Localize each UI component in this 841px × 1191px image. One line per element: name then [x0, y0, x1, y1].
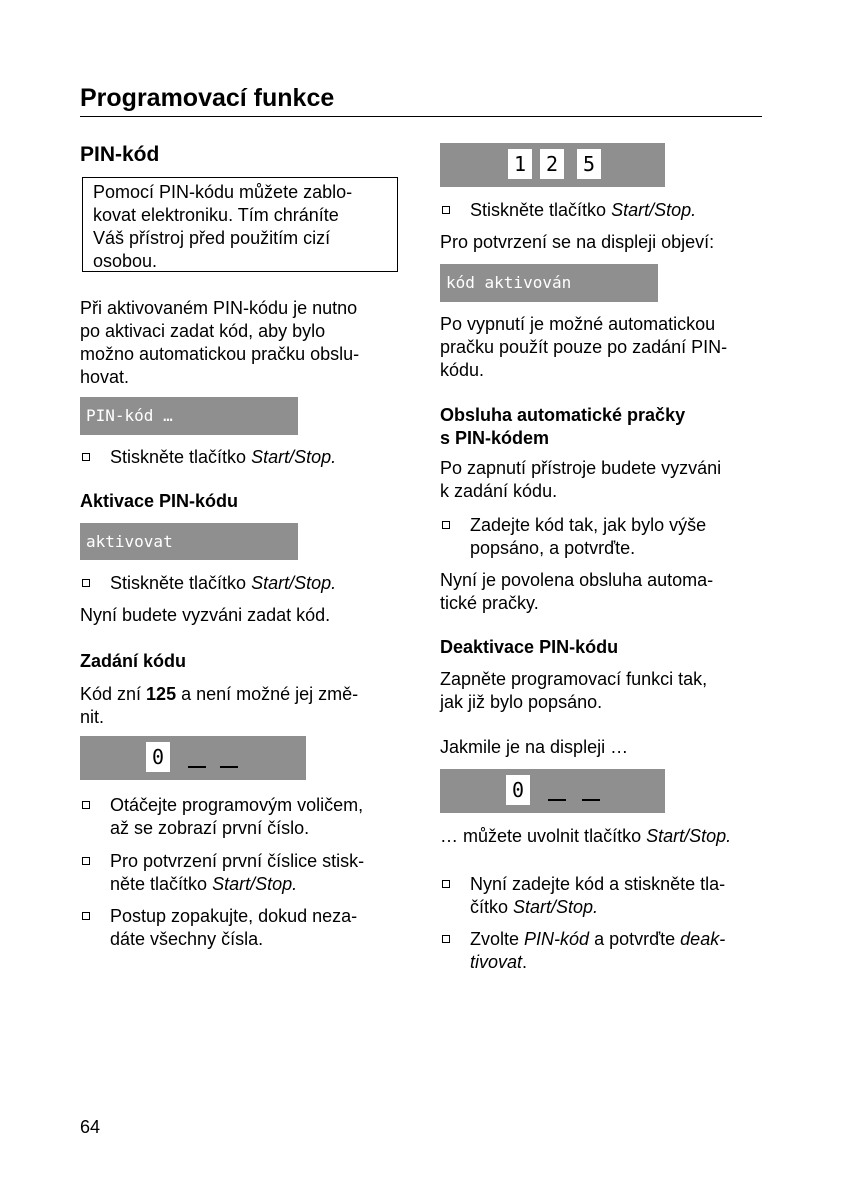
- display-digit: 0: [506, 775, 530, 805]
- checkbox-bullet-icon: [442, 206, 450, 214]
- display-deactivate: [440, 769, 665, 813]
- checkbox-bullet-icon: [82, 857, 90, 865]
- paragraph-line: kódu.: [440, 360, 485, 380]
- display-digit: 2: [540, 149, 564, 179]
- intro-line: Pomocí PIN-kódu můžete zablo-: [93, 182, 353, 202]
- paragraph-line: Po vypnutí je možné automatickou: [440, 314, 716, 334]
- paragraph-line: možno automatickou pračku obslu-: [80, 344, 360, 364]
- list-item-text: Zadejte kód tak, jak bylo výše: [470, 515, 707, 535]
- paragraph-line: Po zapnutí přístroje budete vyzváni: [440, 458, 722, 478]
- display-placeholder: [582, 799, 600, 801]
- list-item-text: Nyní zadejte kód a stiskněte tla-: [470, 874, 726, 894]
- paragraph-line: Jakmile je na displeji …: [440, 737, 629, 757]
- intro-line: kovat elektroniku. Tím chráníte: [93, 205, 339, 225]
- paragraph-line: po aktivaci zadat kód, aby bylo: [80, 321, 326, 341]
- display-text: aktivovat: [86, 532, 173, 551]
- display-activate: [80, 523, 298, 560]
- list-item-text: až se zobrazí první číslo.: [110, 818, 310, 838]
- paragraph-line: pračku použít pouze po zadání PIN-: [440, 337, 728, 357]
- intro-box: [82, 177, 398, 272]
- page-title: Programovací funkce: [80, 84, 335, 112]
- paragraph-line: tické pračky.: [440, 593, 539, 613]
- checkbox-bullet-icon: [82, 912, 90, 920]
- paragraph-line: nit.: [80, 707, 105, 727]
- paragraph-line: hovat.: [80, 367, 130, 387]
- checkbox-bullet-icon: [82, 453, 90, 461]
- list-item-text: tivovat.: [470, 952, 528, 972]
- subheading: Zadání kódu: [80, 651, 187, 671]
- display-digit: 0: [146, 742, 170, 772]
- checkbox-bullet-icon: [82, 801, 90, 809]
- display-placeholder: [548, 799, 566, 801]
- display-digit: 5: [577, 149, 601, 179]
- display-code-125: [440, 143, 665, 187]
- paragraph-line: … můžete uvolnit tlačítko Start/Stop.: [440, 826, 732, 846]
- intro-line: osobou.: [93, 251, 158, 271]
- list-item-text: Zvolte PIN-kód a potvrďte deak-: [470, 929, 726, 949]
- checkbox-bullet-icon: [442, 521, 450, 529]
- paragraph-line: k zadání kódu.: [440, 481, 558, 501]
- list-item-text: Stiskněte tlačítko Start/Stop.: [110, 573, 337, 593]
- paragraph-line: Při aktivovaném PIN-kódu je nutno: [80, 298, 358, 318]
- checkbox-bullet-icon: [82, 579, 90, 587]
- paragraph-line: Kód zní 125 a není možné jej změ-: [80, 684, 359, 704]
- display-pin: [80, 397, 298, 435]
- list-item-text: čítko Start/Stop.: [470, 897, 599, 917]
- checkbox-bullet-icon: [442, 935, 450, 943]
- display-placeholder: [188, 766, 206, 768]
- section-title: PIN-kód: [80, 143, 160, 166]
- intro-line: Váš přístroj před použitím cizí: [93, 228, 331, 248]
- list-item-text: Stiskněte tlačítko Start/Stop.: [470, 200, 697, 220]
- subheading: Obsluha automatické pračky: [440, 405, 686, 425]
- paragraph-line: Nyní budete vyzváni zadat kód.: [80, 605, 331, 625]
- paragraph-line: Zapněte programovací funkci tak,: [440, 669, 708, 689]
- display-text: PIN-kód …: [86, 406, 173, 425]
- list-item-text: Pro potvrzení první číslice stisk-: [110, 851, 365, 871]
- header-divider: [80, 116, 762, 117]
- display-digit: 1: [508, 149, 532, 179]
- list-item-text: Otáčejte programovým voličem,: [110, 795, 364, 815]
- subheading: Aktivace PIN-kódu: [80, 491, 239, 511]
- paragraph-line: Nyní je povolena obsluha automa-: [440, 570, 714, 590]
- list-item-text: dáte všechny čísla.: [110, 929, 264, 949]
- list-item-text: Stiskněte tlačítko Start/Stop.: [110, 447, 337, 467]
- list-item-text: Postup zopakujte, dokud neza-: [110, 906, 358, 926]
- display-code-entry: [80, 736, 306, 780]
- paragraph-line: jak již bylo popsáno.: [440, 692, 603, 712]
- display-placeholder: [220, 766, 238, 768]
- paragraph-line: Pro potvrzení se na displeji objeví:: [440, 232, 715, 252]
- display-text: kód aktivován: [446, 273, 572, 292]
- subheading: s PIN-kódem: [440, 428, 550, 448]
- subheading: Deaktivace PIN-kódu: [440, 637, 619, 657]
- checkbox-bullet-icon: [442, 880, 450, 888]
- list-item-text: něte tlačítko Start/Stop.: [110, 874, 298, 894]
- page-number: 64: [80, 1117, 101, 1137]
- display-activated: [440, 264, 658, 302]
- list-item-text: popsáno, a potvrďte.: [470, 538, 636, 558]
